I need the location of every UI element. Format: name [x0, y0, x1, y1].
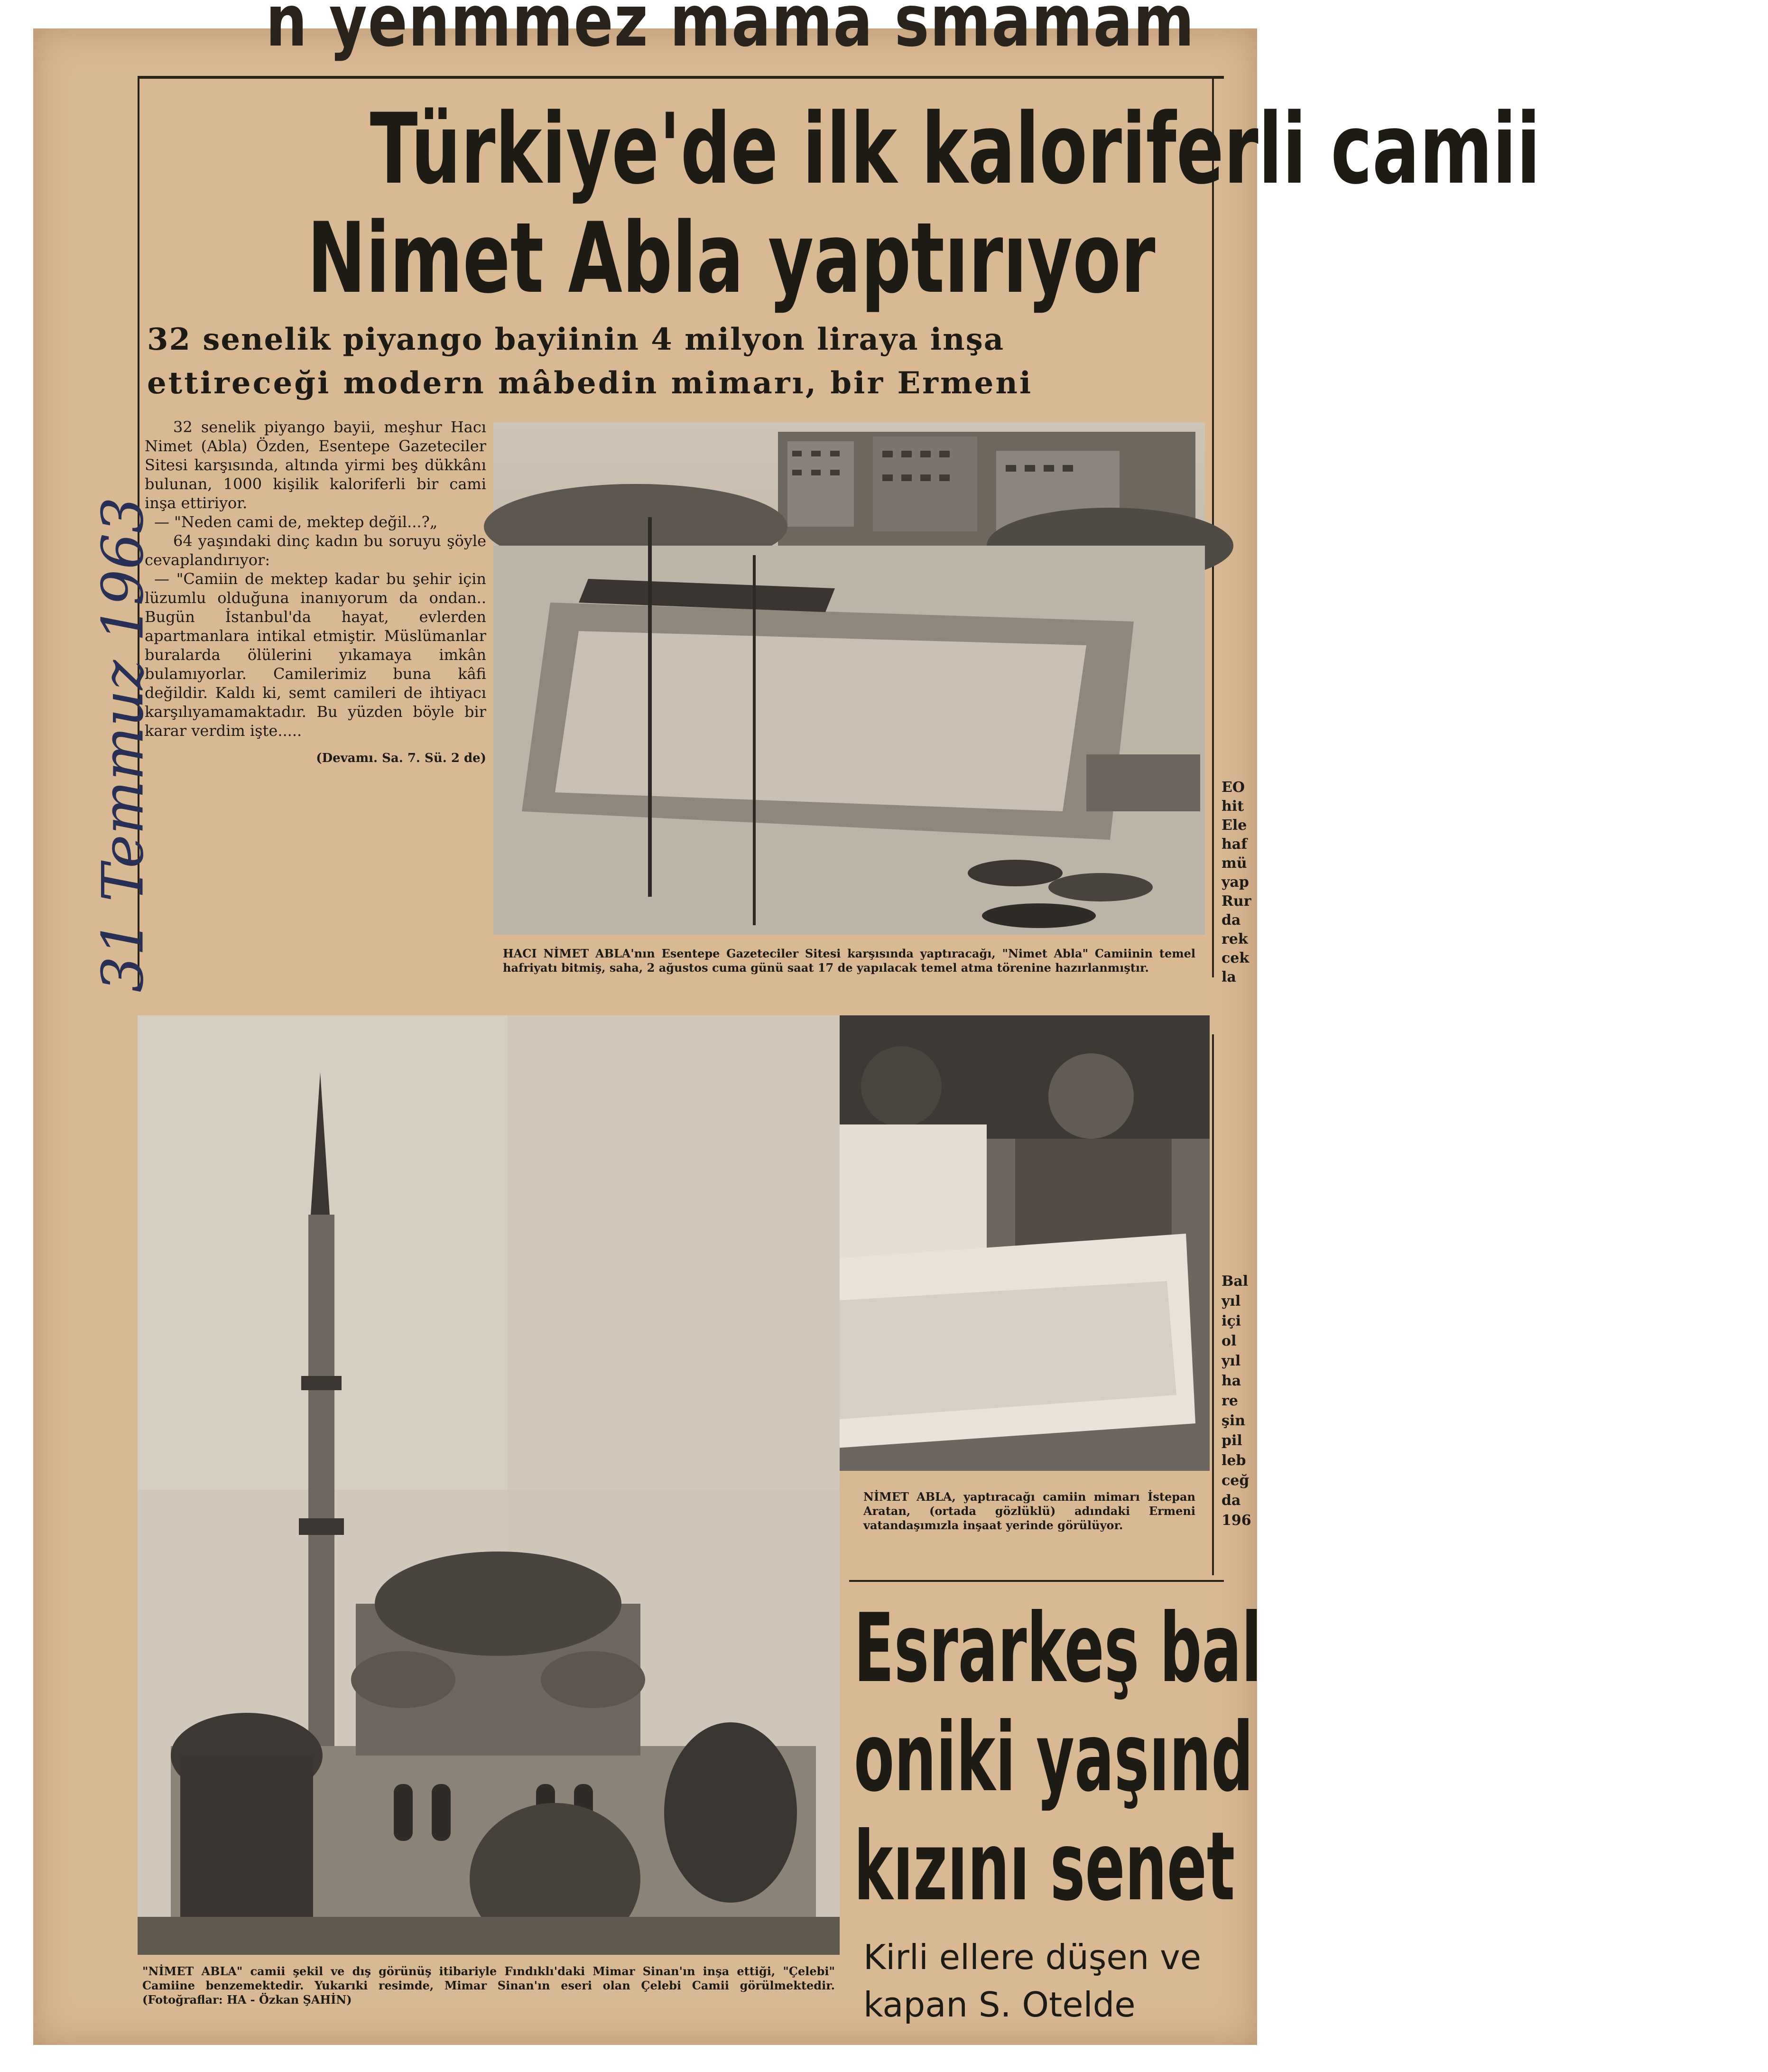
fragment-line: leb — [1222, 1452, 1246, 1469]
fragment-line: yıl — [1222, 1353, 1241, 1369]
body-paragraph-2: — "Neden cami de, mektep değil...?„ — [154, 513, 438, 531]
fragment-line: da — [1222, 912, 1241, 929]
fragment-line: ceğ — [1222, 1472, 1250, 1489]
body-paragraph-4: — "Camiin de mektep kadar bu şehir için lüzumlu olduğuna inanıyorum da ondan.. Bugün İstanbul'da hayat, evlerden apartmanlara intikal etmiştir. Müslümanlar buralarda ölülerini yıkamaya imkân bulamıyorlar. Camilerimiz buna kâfi değildir. Kaldı ki, semt camileri de ihtiyacı karşılıyamamaktadır. Bu yüzden böyle bir karar verdim işte..... — [145, 570, 486, 740]
fragment-line: pil — [1222, 1432, 1242, 1449]
fragment-line: yıl — [1222, 1293, 1241, 1310]
mosque-photo — [138, 1015, 840, 1955]
subheadline-line-2: ettireceği modern mâbedin mimarı, bir Ermeni — [147, 365, 1033, 401]
site-photo-caption: HACI NİMET ABLA'nın Esentepe Gazeteciler Sitesi karşısında yaptıracağı, "Nimet Abla" Camiinin temel hafriyatı bitmiş, saha, 2 ağustos cuma günü saat 17 de yapılacak temel atma törenine hazırlanmıştır. — [503, 947, 1195, 975]
body-paragraph-1: 32 senelik piyango bayii, meşhur Hacı Nimet (Abla) Özden, Esentepe Gazeteciler Sitesi karşısında, altında yirmi beş dükkânı bulunan, 1000 kişilik kaloriferli bir cami inşa ettiriyor. — [145, 418, 486, 512]
architect-photo-caption: NİMET ABLA, yaptıracağı camiin mimarı İstepan Aratan, (ortada gözlüklü) adındaki Ermeni vatandaşımızla inşaat yerinde görülüyor. — [863, 1490, 1195, 1532]
column-divider — [1212, 1034, 1214, 1575]
fragment-line: şin — [1222, 1412, 1246, 1429]
subheadline-line-1: 32 senelik piyango bayiinin 4 milyon liraya inşa — [147, 322, 1005, 357]
fragment-line: 196 — [1222, 1512, 1251, 1529]
body-paragraph-3: 64 yaşındaki dinç kadın bu soruyu şöyle cevaplandırıyor: — [145, 532, 486, 569]
fragment-line: mü — [1222, 855, 1247, 872]
continued-note: (Devamı. Sa. 7. Sü. 2 de) — [316, 751, 486, 765]
article-body — [145, 418, 486, 768]
fragment-line: hit — [1222, 798, 1244, 815]
frame-top-rule — [138, 76, 1224, 79]
fragment-line: re — [1222, 1393, 1238, 1409]
headline-line-2: Nimet Abla yaptırıyor — [307, 202, 1156, 315]
construction-site-photo — [493, 422, 1205, 935]
second-story-sub-1: Kirli ellere düşen ve — [863, 1937, 1202, 1977]
right-column-fragments-2 — [1222, 1272, 1264, 1531]
construction-site-illustration — [493, 422, 1205, 935]
mosque-illustration — [138, 1015, 840, 1955]
top-headline-fragment: n yenmmez mama smamam — [266, 0, 1195, 63]
second-story-sub-2: kapan S. Otelde — [863, 1985, 1136, 2025]
fragment-line: ha — [1222, 1373, 1241, 1389]
fragment-line: haf — [1222, 836, 1248, 853]
fragment-line: la — [1222, 969, 1236, 985]
fragment-line: EO — [1222, 779, 1245, 796]
fragment-line: cek — [1222, 950, 1250, 966]
mosque-photo-caption: "NİMET ABLA" camii şekil ve dış görünüş itibariyle Fındıklı'daki Mimar Sinan'ın inşa ettiği, "Çelebi" Camiine benzemektedir. Yukarıki resimde, Mimar Sinan'ın eseri olan Çelebi Camii görülmektedir. (Fotoğraflar: HA - Özkan ŞAHİN) — [142, 1964, 835, 2007]
right-column-fragments — [1222, 778, 1264, 987]
main-headline-2 — [142, 204, 1205, 313]
fragment-line: Bal — [1222, 1273, 1249, 1290]
fragment-line: içi — [1222, 1313, 1241, 1329]
second-story-headline-2: oniki yaşınd — [854, 1702, 1253, 1813]
second-story — [854, 1594, 1262, 2064]
handwritten-date: 31 Temmuz 1963 — [90, 497, 157, 993]
fragment-line: yap — [1222, 874, 1249, 891]
frame-bottom-rule — [849, 1580, 1224, 1582]
fragment-line: Rur — [1222, 893, 1251, 910]
second-story-headline-3: kızını senet — [854, 1812, 1235, 1922]
fragment-line: rek — [1222, 931, 1248, 948]
fragment-line: ol — [1222, 1333, 1237, 1349]
fragment-line: Ele — [1222, 817, 1247, 834]
headline-line-1: Türkiye'de ilk kaloriferli camii — [370, 93, 1541, 206]
fragment-line: da — [1222, 1492, 1241, 1509]
subheadline — [147, 318, 1210, 405]
main-headline — [142, 93, 1541, 206]
second-story-headline-1: Esrarkeş bal — [854, 1593, 1262, 1704]
